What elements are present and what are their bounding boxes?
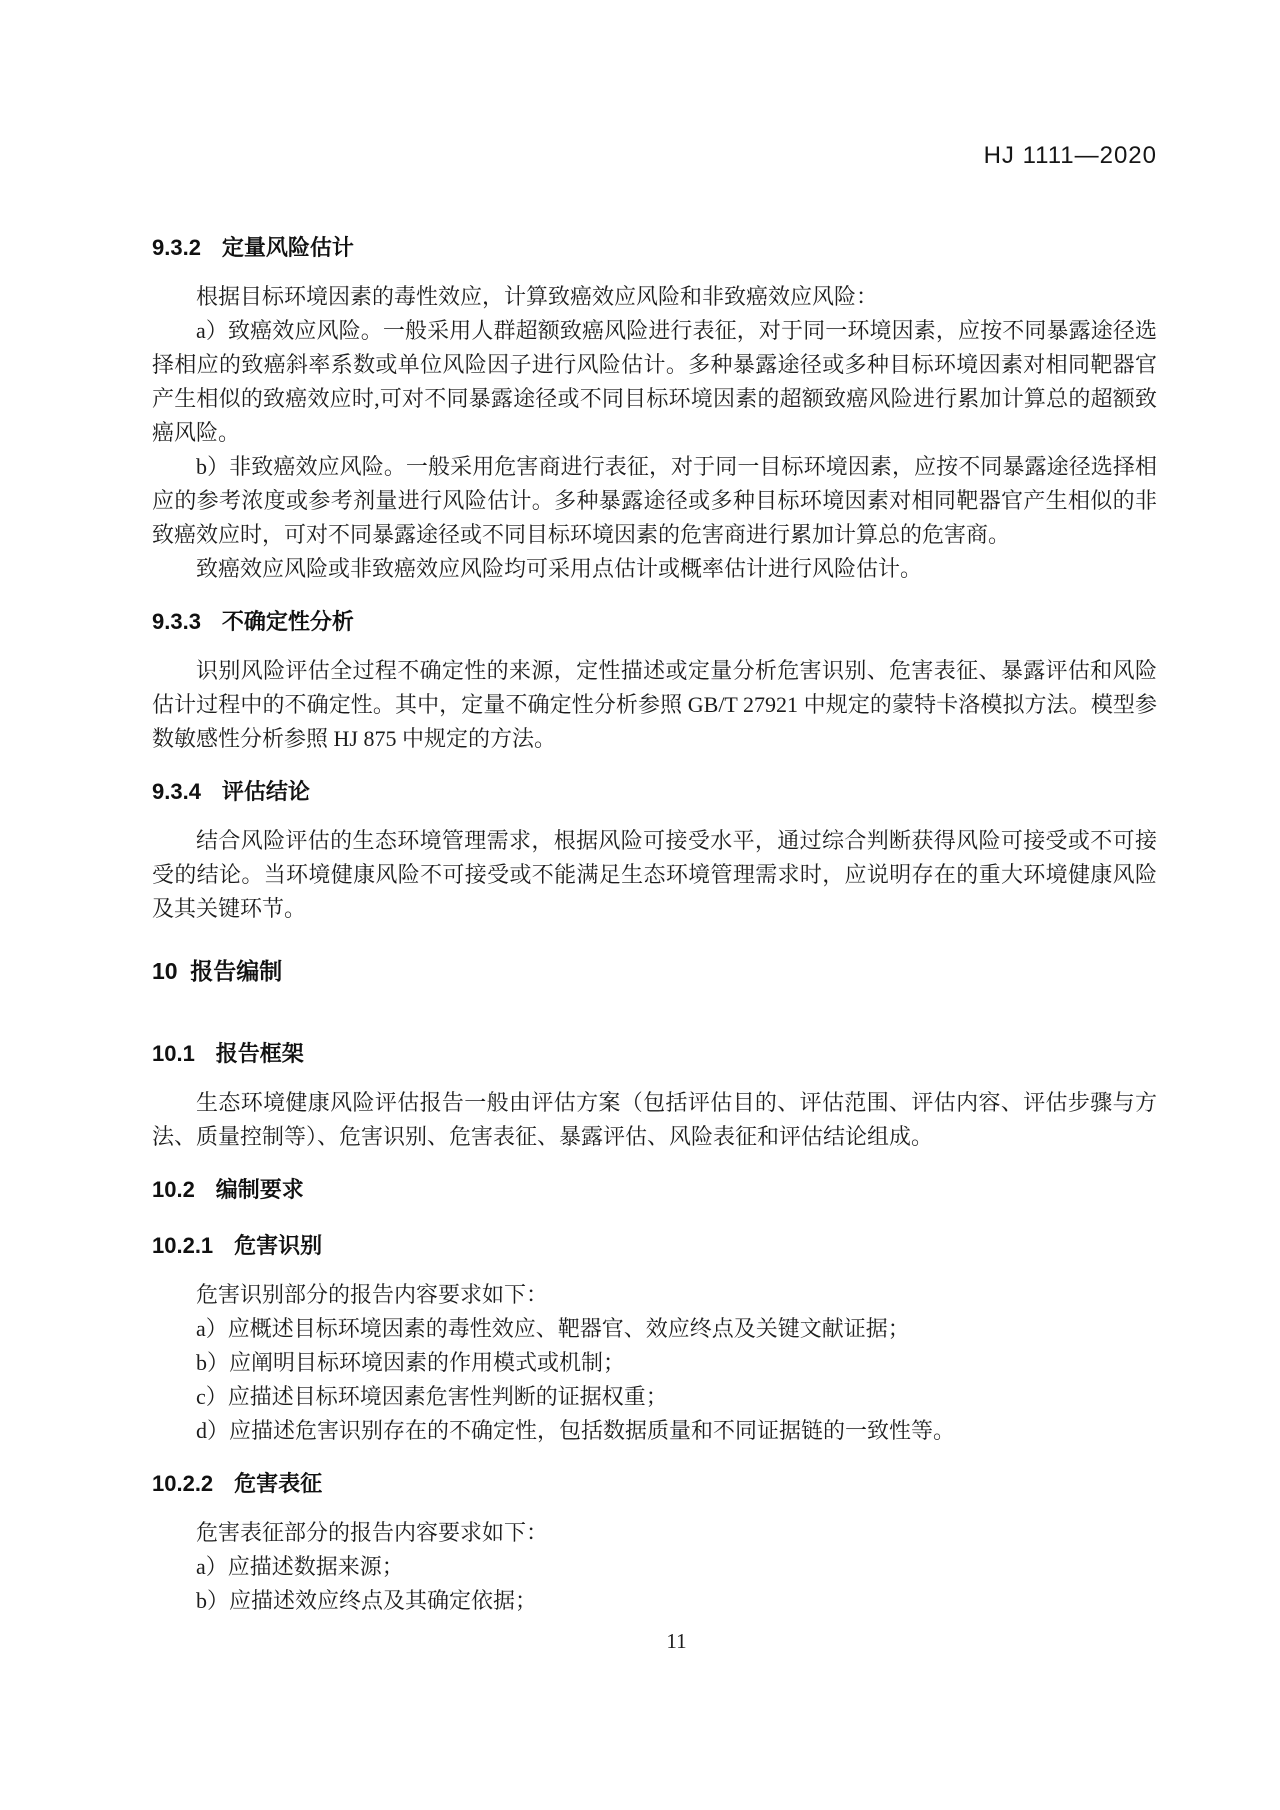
paragraph: 危害表征部分的报告内容要求如下： bbox=[196, 1520, 549, 1545]
section-number: 10 bbox=[152, 958, 178, 984]
section-heading bbox=[152, 776, 1157, 808]
section-number: 9.3.4 bbox=[152, 779, 201, 804]
document-body bbox=[152, 232, 1157, 1618]
section-heading bbox=[152, 1038, 1157, 1070]
section-number: 10.1 bbox=[152, 1041, 195, 1066]
standard-number: HJ 1111—2020 bbox=[983, 142, 1157, 169]
paragraph: 生态环境健康风险评估报告一般由评估方案（包括评估目的、评估范围、评估内容、评估步骤与方法、质量控制等）、危害识别、危害表征、暴露评估、风险表征和评估结论组成。 bbox=[152, 1090, 1157, 1149]
section-title: 报告编制 bbox=[190, 958, 283, 984]
section-title: 不确定性分析 bbox=[221, 609, 354, 634]
document-header bbox=[152, 0, 1157, 170]
paragraph: 识别风险评估全过程不确定性的来源，定性描述或定量分析危害识别、危害表征、暴露评估和风险估计过程中的不确定性。其中，定量不确定性分析参照 GB/T 27921 中规定的蒙特卡洛模拟方法。模型参数敏感性分析参照 HJ 875 中规定的方法。 bbox=[152, 658, 1157, 751]
section-heading bbox=[152, 1468, 1157, 1500]
section-heading bbox=[152, 232, 1157, 264]
paragraph: 危害识别部分的报告内容要求如下： bbox=[196, 1282, 549, 1307]
section-number: 10.2 bbox=[152, 1177, 195, 1202]
section-title: 危害识别 bbox=[234, 1233, 323, 1258]
section-title: 危害表征 bbox=[234, 1471, 323, 1496]
list-item: b）应描述效应终点及其确定依据； bbox=[196, 1588, 538, 1613]
section-number: 9.3.2 bbox=[152, 235, 201, 260]
paragraph: 结合风险评估的生态环境管理需求，根据风险可接受水平，通过综合判断获得风险可接受或不可接受的结论。当环境健康风险不可接受或不能满足生态环境管理需求时，应说明存在的重大环境健康风险及其关键环节。 bbox=[152, 828, 1157, 921]
list-item: b）应阐明目标环境因素的作用模式或机制； bbox=[196, 1350, 626, 1375]
list-item: a）应描述数据来源； bbox=[196, 1554, 404, 1579]
section-heading bbox=[152, 1230, 1157, 1262]
section-title: 编制要求 bbox=[215, 1177, 304, 1202]
list-item: d）应描述危害识别存在的不确定性，包括数据质量和不同证据链的一致性等。 bbox=[196, 1418, 956, 1443]
section-title: 评估结论 bbox=[221, 779, 310, 804]
section-heading bbox=[152, 1174, 1157, 1206]
paragraph: b）非致癌效应风险。一般采用危害商进行表征，对于同一目标环境因素，应按不同暴露途径选择相应的参考浓度或参考剂量进行风险估计。多种暴露途径或多种目标环境因素对相同靶器官产生相似的非致癌效应时，可对不同暴露途径或不同目标环境因素的危害商进行累加计算总的危害商。 bbox=[152, 454, 1157, 547]
section-title: 报告框架 bbox=[215, 1041, 304, 1066]
list-item: c）应描述目标环境因素危害性判断的证据权重； bbox=[196, 1384, 668, 1409]
section-number: 10.2.1 bbox=[152, 1233, 214, 1258]
document-content bbox=[152, 0, 1157, 1654]
section-heading bbox=[152, 606, 1157, 638]
list-item: a）应概述目标环境因素的毒性效应、靶器官、效应终点及关键文献证据； bbox=[196, 1316, 910, 1341]
paragraph: 根据目标环境因素的毒性效应，计算致癌效应风险和非致癌效应风险： bbox=[196, 284, 879, 309]
paragraph: 致癌效应风险或非致癌效应风险均可采用点估计或概率估计进行风险估计。 bbox=[196, 556, 923, 581]
page-number: 11 bbox=[666, 1629, 687, 1653]
section-number: 10.2.2 bbox=[152, 1471, 214, 1496]
section-title: 定量风险估计 bbox=[221, 235, 354, 260]
section-heading bbox=[152, 954, 1157, 988]
paragraph: a）致癌效应风险。一般采用人群超额致癌风险进行表征，对于同一环境因素，应按不同暴露途径选择相应的致癌斜率系数或单位风险因子进行风险估计。多种暴露途径或多种目标环境因素对相同靶器官产生相似的致癌效应时,可对不同暴露途径或不同目标环境因素的超额致癌风险进行累加计算总的超额致癌风险。 bbox=[152, 318, 1157, 445]
section-number: 9.3.3 bbox=[152, 609, 201, 634]
